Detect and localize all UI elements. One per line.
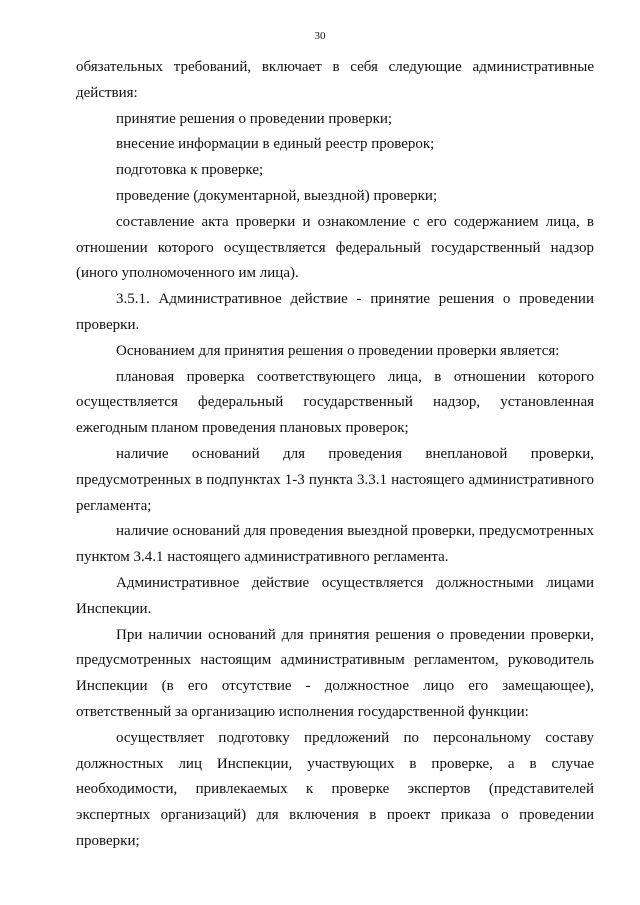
section-heading-3-5-1: 3.5.1. Административное действие - принятие решения о проведении проверки. [76, 291, 594, 333]
list-item-inspection: проведение (документарной, выездной) проверки; [116, 187, 438, 204]
list-item-proposals: осуществляет подготовку предложений по персональному составу должностных лиц Инспекции, участвующих в проверке, а в случае необходимости, привлекаемых к проверке экспертов (представителей экспертных организаций) для включения в проект приказа о проведении проверки; [76, 729, 594, 849]
list-item-preparation: подготовка к проверке; [116, 162, 264, 179]
list-item-planned: плановая проверка соответствующего лица, в отношении которого осуществляется федеральный государственный надзор, установленная ежегодным планом проведения плановых проверок; [76, 368, 594, 437]
list-item-act: составление акта проверки и ознакомление с его содержанием лица, в отношении которого осуществляется федеральный государственный надзор (иного уполномоченного им лица). [76, 213, 594, 282]
list-item-decision: принятие решения о проведении проверки; [116, 110, 393, 127]
list-item-unscheduled: наличие оснований для проведения внеплановой проверки, предусмотренных в подпунктах 1-3 пункта 3.3.1 настоящего административного регламента; [76, 445, 594, 514]
paragraph-continuation: обязательных требований, включает в себя следующие административные действия: [76, 59, 594, 101]
paragraph-grounds-intro: Основанием для принятия решения о проведении проверки является: [116, 342, 560, 359]
paragraph-head-of-inspection: При наличии оснований для принятия решения о проведении проверки, предусмотренных настоящим административным регламентом, руководитель Инспекции (в его отсутствие - должностное лицо его замещающее), ответственный за организацию исполнения государственной функции: [76, 626, 594, 720]
paragraph-officials: Административное действие осуществляется должностными лицами Инспекции. [76, 574, 594, 617]
document-body [76, 55, 594, 855]
list-item-onsite: наличие оснований для проведения выездной проверки, предусмотренных пунктом 3.4.1 настоящего административного регламента. [76, 523, 594, 566]
page-number: 30 [314, 30, 326, 42]
list-item-registry: внесение информации в единый реестр проверок; [116, 136, 435, 153]
